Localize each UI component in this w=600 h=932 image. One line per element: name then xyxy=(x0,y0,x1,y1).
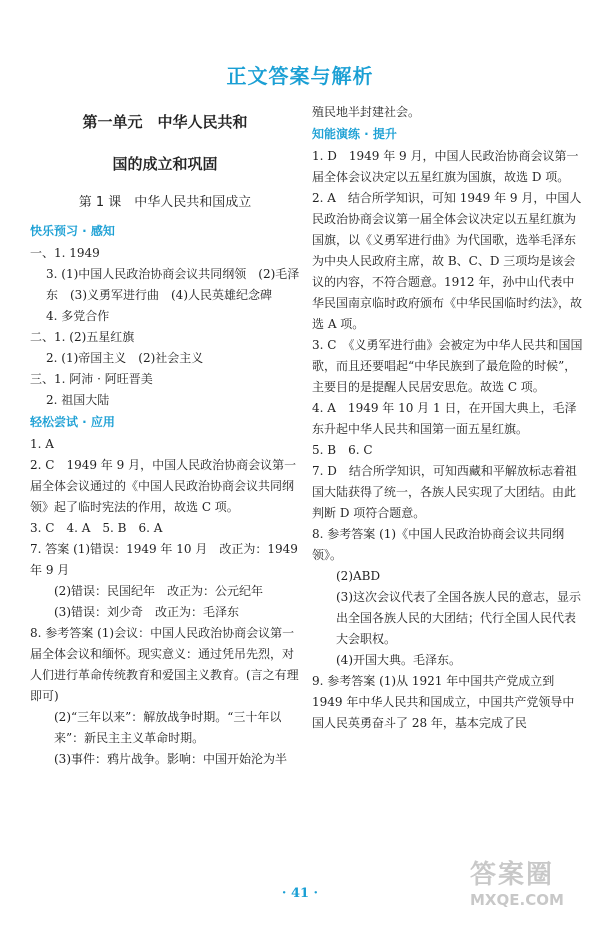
lesson-title: 第 1 课 中华人民共和国成立 xyxy=(78,195,252,210)
answer-line: 2. A 结合所学知识，可知 1949 年 9 月，中国人民政治协商会议第一届全体会议决定以五星红旗为国旗，以《义勇军进行曲》为代国歌，选举毛泽东为中央人民政府主席，故 B、C、D 三项均是该会议的内容，不符合题意。1912 年，孙中山代表中华民国南京临时政府颁布《中华民国临时约法》，故选 A 项。 xyxy=(312,191,583,331)
answer-line: 2. (1)帝国主义 (2)社会主义 xyxy=(46,351,204,365)
answer-line: (2)“三年以来”：解放战争时期。“三十年以来”：新民主主义革命时期。 xyxy=(54,710,282,745)
section-heading: 轻松尝试 · 应用 xyxy=(30,415,115,429)
answer-line: (3)错误：刘少奇 改正为：毛泽东 xyxy=(54,605,239,619)
answer-line: 9. 参考答案 (1)从 1921 年中国共产党成立到 1949 年中华人民共和国成立，中国共产党领导中国人民英勇奋斗了 28 年，基本完成了民 xyxy=(312,674,575,730)
left-column xyxy=(30,102,300,770)
answer-line: 7. 答案 (1)错误：1949 年 10 月 改正为：1949 年 9 月 xyxy=(30,542,298,577)
watermark-url: MXQE.COM xyxy=(470,891,564,909)
unit-title: 国的成立和巩固 xyxy=(112,155,218,173)
answer-line: 殖民地半封建社会。 xyxy=(312,105,421,119)
answer-line: 二、1. (2)五星红旗 xyxy=(30,330,135,344)
watermark-text: 答案圈 xyxy=(470,860,555,890)
answer-line: 4. 多党合作 xyxy=(46,309,110,323)
answer-line: 5. B 6. C xyxy=(312,443,373,457)
answer-line: (3)这次会议代表了全国各族人民的意志，显示出全国各族人民的大团结；代行全国人民代表大会职权。 xyxy=(336,590,581,646)
answer-line: 3. C 4. A 5. B 6. A xyxy=(30,521,163,535)
answer-line: 3. (1)中国人民政治协商会议共同纲领 (2)毛泽东 (3)义勇军进行曲 (4)人民英雄纪念碑 xyxy=(46,267,300,302)
answer-line: 1. D 1949 年 9 月，中国人民政治协商会议第一届全体会议决定以五星红旗为国旗，故选 D 项。 xyxy=(312,149,579,184)
answer-line: 2. C 1949 年 9 月，中国人民政治协商会议第一届全体会议通过的《中国人民政治协商会议共同纲领》起了临时宪法的作用，故选 C 项。 xyxy=(30,458,297,514)
answer-line: (2)ABD xyxy=(336,569,381,583)
section-heading: 知能演练 · 提升 xyxy=(312,127,397,141)
answer-line: 3. C 《义勇军进行曲》会被定为中华人民共和国国歌，而且还要唱起“中华民族到了最危险的时候”，主要目的是提醒人民居安思危。故选 C 项。 xyxy=(312,338,583,394)
answer-line: 1. A xyxy=(30,437,54,451)
answer-line: 三、1. 阿沛 · 阿旺晋美 xyxy=(30,372,153,386)
answer-line: 8. 参考答案 (1)会议：中国人民政治协商会议第一届全体会议和缅怀。现实意义：通过凭吊先烈，对人们进行革命传统教育和爱国主义教育。(言之有理即可) xyxy=(30,626,299,703)
section-heading: 快乐预习 · 感知 xyxy=(30,224,115,238)
right-column xyxy=(312,102,584,734)
answer-line: 4. A 1949 年 10 月 1 日，在开国大典上，毛泽东升起中华人民共和国第一面五星红旗。 xyxy=(312,401,577,436)
answer-line: 7. D 结合所学知识，可知西藏和平解放标志着祖国大陆获得了统一，各族人民实现了大团结。由此判断 D 项符合题意。 xyxy=(312,464,577,520)
answer-line: (3)事件：鸦片战争。影响：中国开始沦为半 xyxy=(54,752,287,766)
watermark-logo xyxy=(470,854,590,924)
answer-line: 2. 祖国大陆 xyxy=(46,393,110,407)
unit-title: 第一单元 中华人民共和 xyxy=(82,113,248,131)
answer-line: (4)开国大典。毛泽东。 xyxy=(336,653,461,667)
answer-line: (2)错误：民国纪年 改正为：公元纪年 xyxy=(54,584,263,598)
page-title: 正文答案与解析 xyxy=(226,64,374,88)
answer-line: 一、1. 1949 xyxy=(30,246,100,260)
page-number: · 41 · xyxy=(281,886,319,901)
answer-line: 8. 参考答案 (1)《中国人民政治协商会议共同纲领》。 xyxy=(312,527,565,562)
